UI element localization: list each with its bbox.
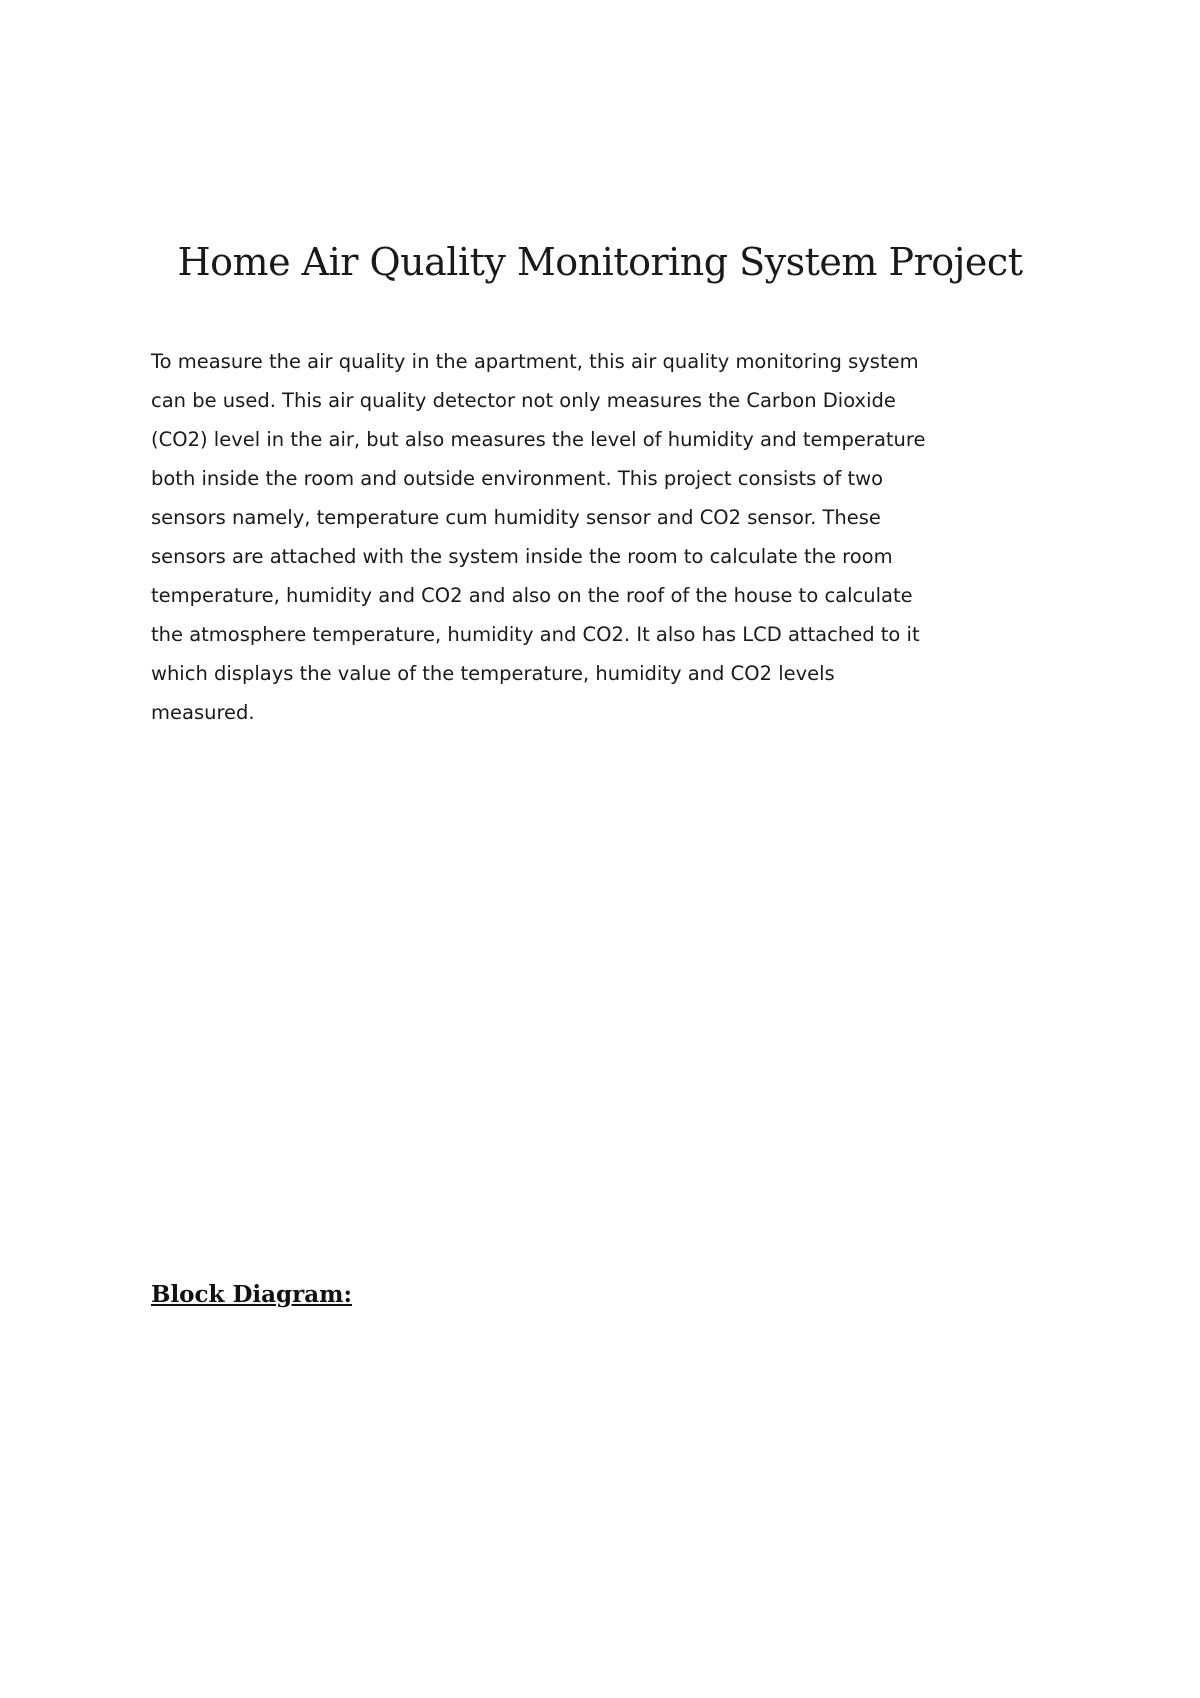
paragraph-line: both inside the room and outside environment. This project consists of two xyxy=(151,467,884,490)
paragraph-line: To measure the air quality in the apartment, this air quality monitoring system xyxy=(151,350,919,373)
paragraph-line: can be used. This air quality detector not only measures the Carbon Dioxide xyxy=(151,389,896,412)
paragraph-line: sensors are attached with the system inside the room to calculate the room xyxy=(151,545,893,568)
page-title: Home Air Quality Monitoring System Project xyxy=(177,240,1023,284)
paragraph-line: temperature, humidity and CO2 and also on the roof of the house to calculate xyxy=(151,584,913,607)
paragraph-line: (CO2) level in the air, but also measures the level of humidity and temperature xyxy=(151,428,926,451)
paragraph-line: which displays the value of the temperature, humidity and CO2 levels xyxy=(151,662,835,685)
paragraph-line: measured. xyxy=(151,701,255,724)
paragraph-line: the atmosphere temperature, humidity and CO2. It also has LCD attached to it xyxy=(151,623,920,646)
paragraph-line: sensors namely, temperature cum humidity sensor and CO2 sensor. These xyxy=(151,506,881,529)
section-heading: Block Diagram: xyxy=(151,1281,352,1308)
